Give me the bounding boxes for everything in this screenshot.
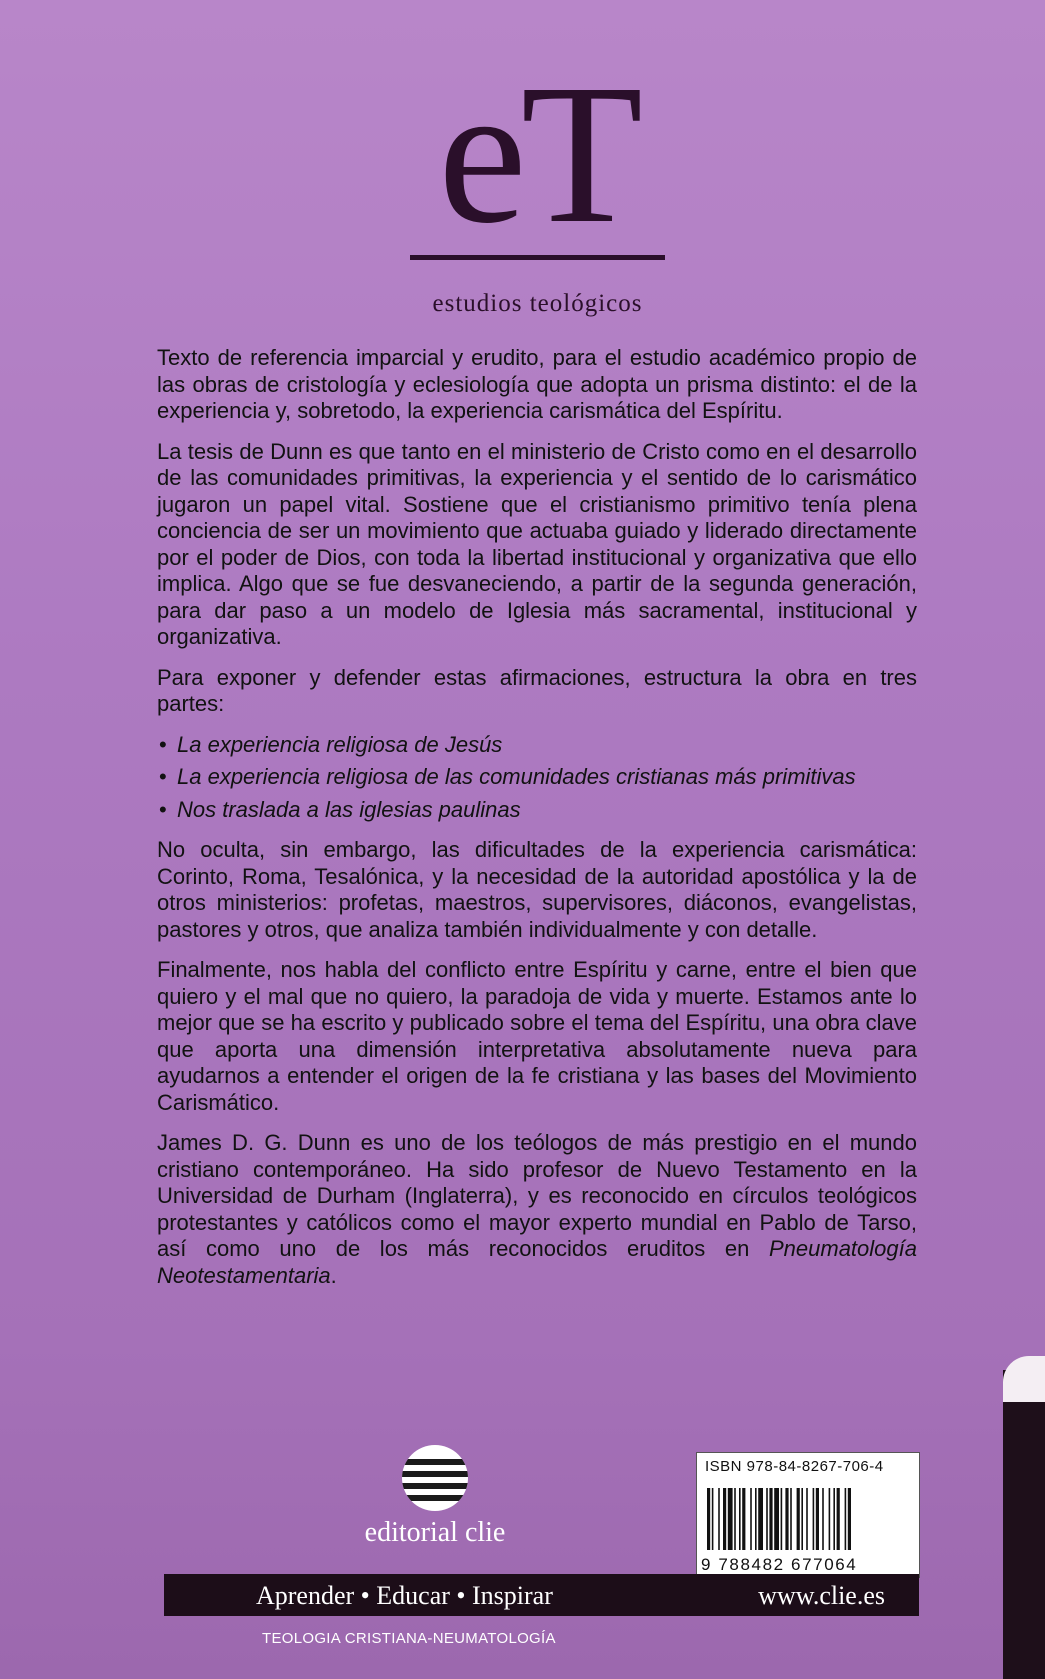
back-cover-description [157, 345, 917, 1303]
barcode-bars [705, 1488, 911, 1550]
isbn-barcode [696, 1452, 920, 1578]
list-item: • Nos traslada a las iglesias paulinas [157, 797, 917, 824]
cover-edge-tab [1003, 1356, 1045, 1402]
logo-divider [410, 255, 665, 260]
logo-mark: eT [438, 55, 637, 245]
publisher-slogan: Aprender • Educar • Inspirar [256, 1581, 553, 1610]
list-item: • La experiencia religiosa de las comunidades cristianas más primitivas [157, 764, 917, 791]
paragraph-conclusion: Finalmente, nos habla del conflicto entre Espíritu y carne, entre el bien que quiero y el mal que no quiero, la paradoja de vida y muerte. Estamos ante lo mejor que se ha escrito y publicado sobre el tema del Espíritu, una obra clave que aporta una dimensión interpretativa absolutamente nueva para ayudarnos a entender el origen de la fe cristiana y las bases del Movimiento Carismático. [157, 957, 917, 1115]
series-logo [395, 55, 680, 318]
author-bio-text: James D. G. Dunn es uno de los teólogos de más prestigio en el mundo cristiano contemporáneo. Ha sido profesor de Nuevo Testamento en la Universidad de Durham (Inglaterra), y es reconocido en círculos teológicos protestantes y católicos como el mayor experto mundial en Pablo de Tarso, así como uno de los más reconocidos eruditos en [157, 1130, 917, 1261]
publisher-logo [340, 1445, 530, 1549]
list-item: • La experiencia religiosa de Jesús [157, 732, 917, 759]
barcode-number: 9 788482 677064 [701, 1555, 858, 1574]
paragraph-intro: Texto de referencia imparcial y erudito, para el estudio académico propio de las obras de cristología y eclesiología que adopta un prisma distinto: el de la experiencia y, sobretodo, la experiencia carismática del Espíritu. [157, 345, 917, 423]
book-category: TEOLOGIA CRISTIANA-NEUMATOLOGÍA [262, 1630, 556, 1647]
paragraph-difficulties: No oculta, sin embargo, las dificultades de la experiencia carismática: Corinto, Roma, Tesalónica, y la necesidad de la autoridad apostólica y la de otros ministerios: profetas, maestros, supervisores, diáconos, evangelistas, pastores y otros, que analiza también individualmente y con detalle. [157, 837, 917, 942]
author-bio-end: . [330, 1262, 337, 1288]
isbn-label: ISBN 978-84-8267-706-4 [705, 1458, 884, 1475]
paragraph-structure: Para exponer y defender estas afirmaciones, estructura la obra en tres partes: [157, 664, 917, 716]
publisher-website: www.clie.es [758, 1581, 885, 1610]
series-name: estudios teológicos [432, 290, 643, 317]
publisher-emblem-icon [402, 1445, 468, 1511]
parts-list [157, 732, 917, 824]
footer-band [164, 1574, 919, 1616]
cover-edge [1003, 1370, 1045, 1679]
publisher-name: editorial clie [364, 1517, 506, 1548]
author-bio-specialty: Pneumatología Neotestamentaria [157, 1236, 917, 1288]
paragraph-thesis: La tesis de Dunn es que tanto en el ministerio de Cristo como en el desarrollo de las comunidades primitivas, la experiencia y el sentido de lo carismático jugaron un papel vital. Sostiene que el cristianismo primitivo tenía plena conciencia de ser un movimiento que actuaba guiado y liderado directamente por el poder de Dios, con toda la libertad institucional y organizativa que ello implica. Algo que se fue desvaneciendo, a partir de la segunda generación, para dar paso a un modelo de Iglesia más sacramental, institucional y organizativa. [157, 438, 917, 649]
paragraph-author-bio [157, 1130, 917, 1289]
